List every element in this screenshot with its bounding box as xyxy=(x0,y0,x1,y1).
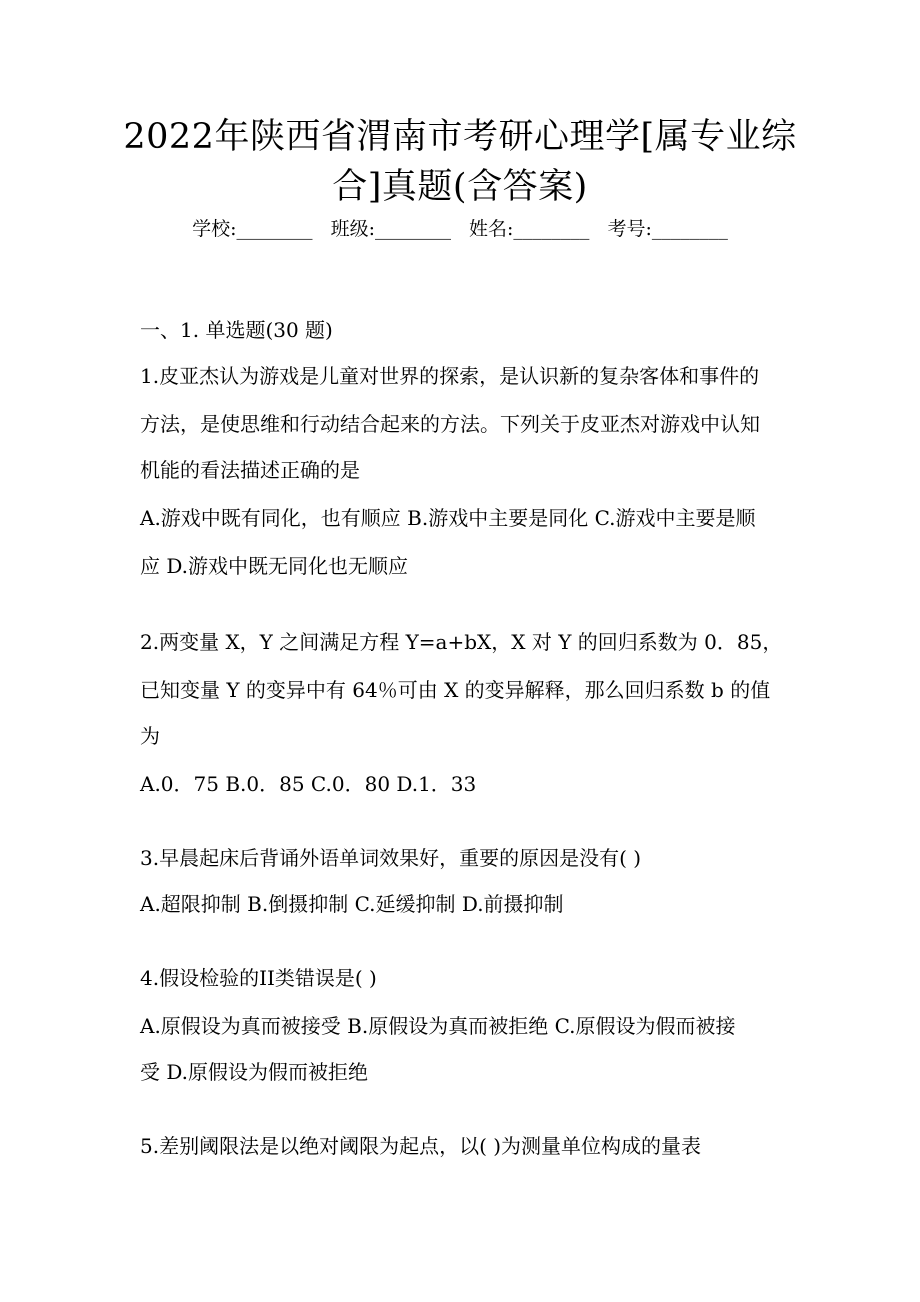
question-2-options-line-1: A.0．75 B.0．85 C.0．80 D.1．33 xyxy=(140,772,477,796)
question-1-stem-line-1: 1.皮亚杰认为游戏是儿童对世界的探索，是认识新的复杂客体和事件的 xyxy=(140,364,760,388)
student-info-line xyxy=(0,216,920,242)
question-4-options-line-1: A.原假设为真而被接受 B.原假设为真而被拒绝 C.原假设为假而被接 xyxy=(140,1014,736,1038)
title-line-2: 合]真题(含答案) xyxy=(332,167,588,207)
question-2-stem-line-1: 2.两变量 X，Y 之间满足方程 Y=a+bX，X 对 Y 的回归系数为 0．85， xyxy=(140,630,783,654)
school-field: 学校:________ xyxy=(192,218,313,240)
question-1-options-line-2: 应 D.游戏中既无同化也无顺应 xyxy=(140,554,409,578)
class-field: 班级:________ xyxy=(330,218,451,240)
exam-number-field: 考号:________ xyxy=(607,218,728,240)
question-1-stem-line-2: 方法，是使思维和行动结合起来的方法。下列关于皮亚杰对游戏中认知 xyxy=(140,412,760,436)
section-heading: 一、1. 单选题(30 题) xyxy=(140,318,333,342)
name-field: 姓名:________ xyxy=(469,218,590,240)
question-4-stem-line-1: 4.假设检验的II类错误是( ) xyxy=(140,966,377,990)
question-4-options-line-2: 受 D.原假设为假而被拒绝 xyxy=(140,1060,369,1084)
question-5-stem-line-1: 5.差别阈限法是以绝对阈限为起点，以( )为测量单位构成的量表 xyxy=(140,1134,702,1158)
question-3-options-line-1: A.超限抑制 B.倒摄抑制 C.延缓抑制 D.前摄抑制 xyxy=(140,892,564,916)
question-1-stem-line-3: 机能的看法描述正确的是 xyxy=(140,458,360,482)
question-2-stem-line-2: 已知变量 Y 的变异中有 64％可由 X 的变异解释，那么回归系数 b 的值 xyxy=(140,678,771,702)
question-3-stem-line-1: 3.早晨起床后背诵外语单词效果好，重要的原因是没有( ) xyxy=(140,846,642,870)
document-title xyxy=(80,112,840,212)
question-2-stem-line-3: 为 xyxy=(140,724,160,748)
title-line-1: 2022年陕西省渭南市考研心理学[属专业综 xyxy=(123,117,797,157)
question-1-options-line-1: A.游戏中既有同化，也有顺应 B.游戏中主要是同化 C.游戏中主要是顺 xyxy=(140,506,756,530)
